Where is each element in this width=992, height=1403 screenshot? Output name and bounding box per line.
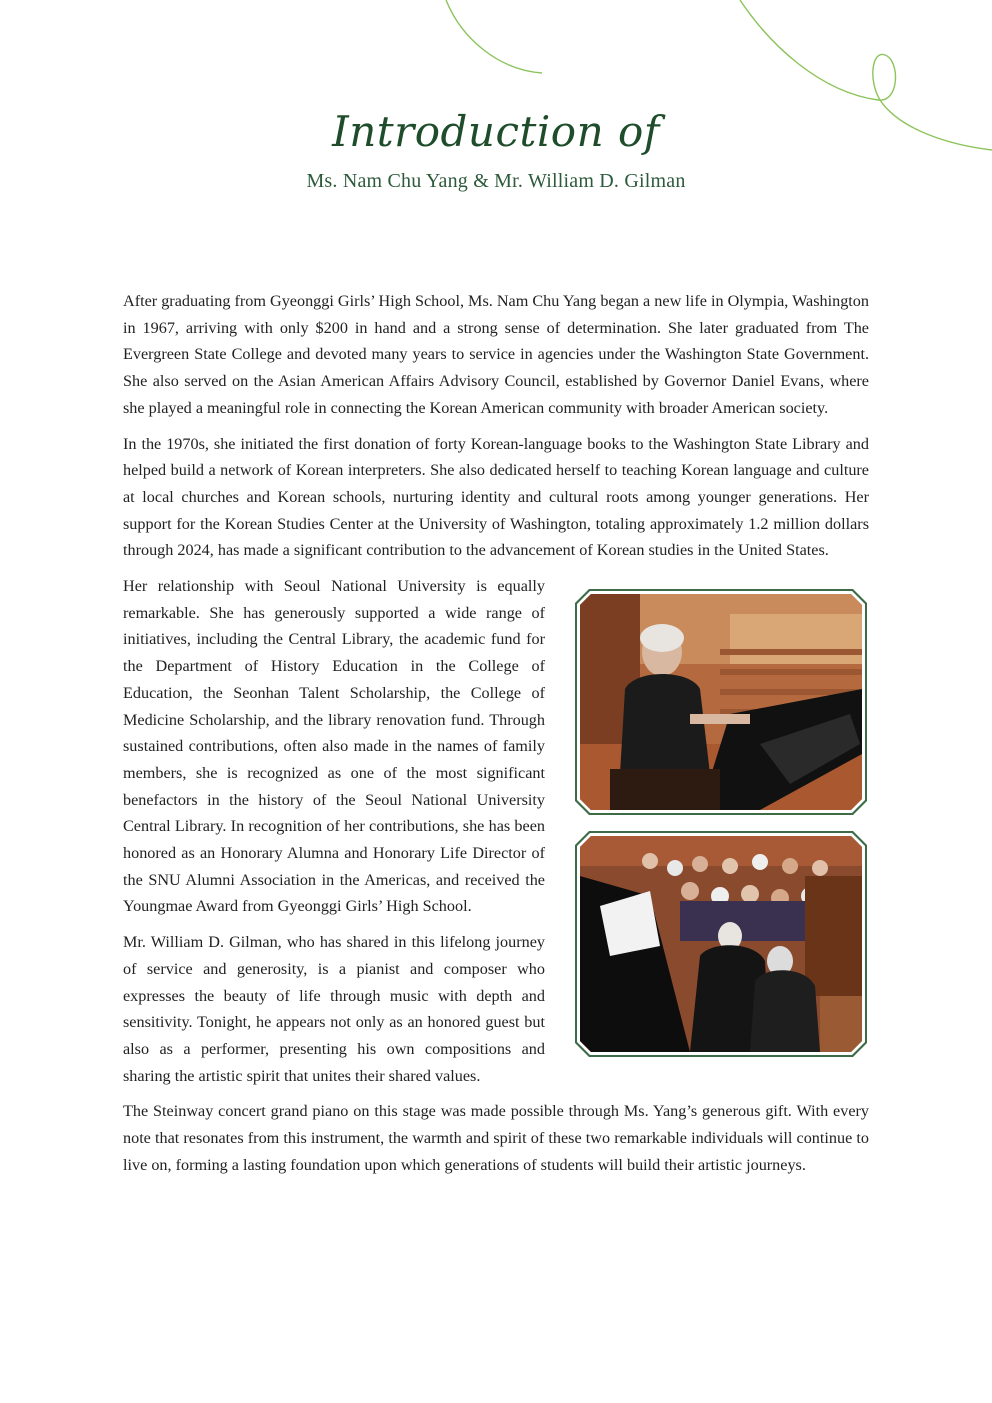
page-subtitle: Ms. Nam Chu Yang & Mr. William D. Gilman — [306, 170, 686, 192]
photo-column — [575, 589, 869, 1073]
photo-concert-audience — [575, 831, 867, 1057]
article-body — [123, 288, 869, 1188]
concert-photo-image — [580, 836, 862, 1052]
paragraph-4: Mr. William D. Gilman, who has shared in this lifelong journey of service and generosity, is a pianist and composer who expresses the beauty of life through music with depth and sensitivity. Tonight, he appears not only as an honored guest but also as a performer, presenting his own compositions and sharing the artistic spirit that unites their shared values. — [123, 933, 545, 1085]
paragraph-1: After graduating from Gyeonggi Girls’ High School, Ms. Nam Chu Yang began a new life in Olympia, Washington in 1967, arriving with only $200 in hand and a strong sense of determination. She later graduated from The Evergreen State College and devoted many years to service in agencies under the Washington State Government. She also served on the Asian American Affairs Advisory Council, established by Governor Daniel Evans, where she played a meaningful role in connecting the Korean American community with broader American society. — [123, 292, 869, 417]
pianist-photo-image — [580, 594, 862, 810]
paragraph-3-text: Her relationship with Seoul National University is equally remarkable. She has generously supported a wide range of initiatives, including the Central Library, the academic fund for the Department of History Education in the College of Education, the Seonhan Talent Scholarship, the College of Medicine Scholarship, and the library renovation fund. Through sustained contributions, often also made in the names of family members, she is recognized as one of the most significant benefactors in the history of the Seoul National University Central Library. In recognition of her contributions, she has been honored as an Honorary Alumna and Honorary Life Director of the SNU Alumni Association in the Americas, and received the Youngmae Award from Gyeonggi Girls’ High School. — [123, 577, 545, 916]
paragraph-3 — [123, 573, 869, 920]
paragraph-5: The Steinway concert grand piano on this stage was made possible through Ms. Yang’s generous gift. With every note that resonates from this instrument, the warmth and spirit of these two remarkable individuals will continue to live on, forming a lasting foundation upon which generations of students will build their artistic journeys. — [123, 1102, 869, 1174]
paragraph-2: In the 1970s, she initiated the first donation of forty Korean-language books to the Washington State Library and helped build a network of Korean interpreters. She also dedicated herself to teaching Korean language and culture at local churches and Korean schools, nurturing identity and cultural roots among younger generations. Her support for the Korean Studies Center at the University of Washington, totaling approximately 1.2 million dollars through 2024, has made a significant contribution to the advancement of Korean studies in the United States. — [123, 434, 869, 560]
page-title: Introduction of — [332, 107, 660, 156]
header — [0, 104, 992, 193]
photo-pianist-solo — [575, 589, 867, 815]
